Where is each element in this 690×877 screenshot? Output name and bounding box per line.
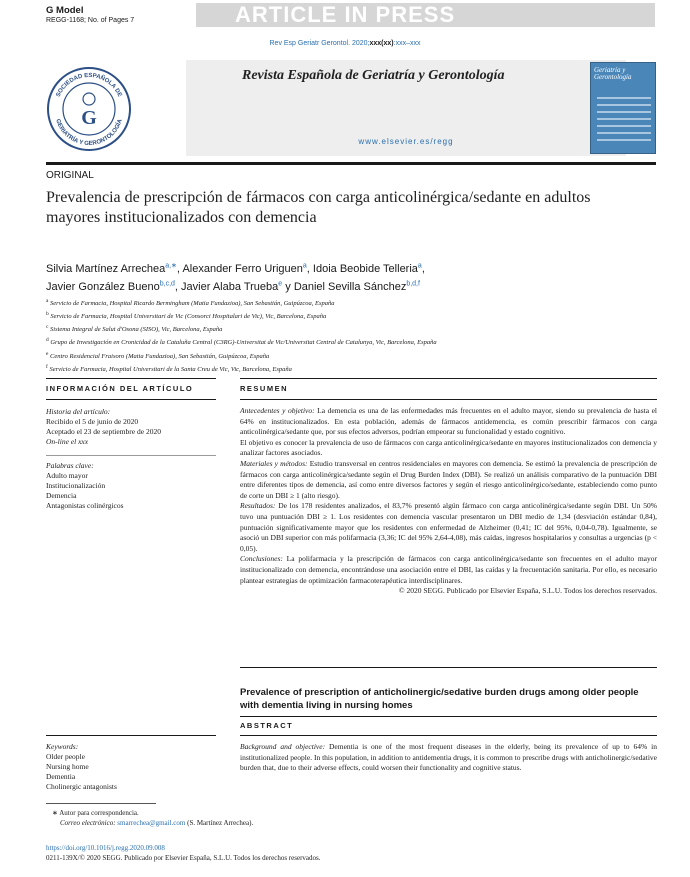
resumen-rule (240, 399, 657, 400)
resumen-bottom-rule (240, 667, 657, 668)
abstract-body (240, 742, 657, 774)
affiliation-link[interactable]: b,d,f (406, 280, 420, 288)
g-model-label: G Model (46, 5, 84, 16)
affiliations (46, 296, 646, 375)
journal-cover-image (590, 62, 656, 154)
article-history (46, 407, 216, 447)
abstract-rule (240, 735, 657, 736)
affiliation-item: $^c$ Sistema Integral de Salut d'Osona (SISO), Vic, Barcelona, España (46, 324, 223, 334)
info-divider (46, 455, 216, 456)
author: Idoia Beobide Telleria$^a$, (312, 262, 425, 275)
accepted-date: Aceptado el 23 de septiembre de 2020 (46, 427, 161, 436)
article-title: Prevalencia de prescripción de fármacos con carga anticolinérgica/sedante en adultos mayores institucionalizados con demencia (46, 189, 591, 226)
author: Javier González Bueno$^{b,c,d}$, (46, 280, 182, 294)
svg-text:GERIATRÍA Y GERONTOLOGÍA: GERIATRÍA Y GERONTOLOGÍA (54, 118, 124, 148)
affiliation-link[interactable]: e (278, 280, 283, 288)
info-heading: INFORMACIÓN DEL ARTÍCULO (46, 384, 194, 393)
keyword: Dementia (46, 772, 76, 781)
keyword: Antagonistas colinérgicos (46, 501, 124, 510)
footnote-rule (46, 803, 156, 804)
abstract-heading: ABSTRACT (240, 721, 294, 730)
info-rule (46, 399, 216, 400)
online-date: On-line el xxx (46, 437, 89, 446)
resumen-top-rule (240, 378, 657, 379)
journal-url-link[interactable]: www.elsevier.es/regg (358, 137, 454, 146)
keyword: Cholinergic antagonists (46, 782, 117, 791)
affiliation-link[interactable]: a,∗ (165, 262, 177, 269)
keywords-en-label: Keywords: (46, 742, 79, 751)
affiliation-link[interactable]: a (417, 262, 422, 269)
corresponding-line: ∗ Autor para correspondencia. (52, 809, 139, 817)
svg-text:G: G (81, 107, 97, 129)
affiliation-item: $^f$ Servicio de Farmacia, Hospital Universitari de la Santa Creu de Vic, Vic, Barcelona, España (46, 363, 292, 373)
author: Daniel Sevilla Sánchez$^{b,d,f}$ (293, 280, 420, 294)
resumen-objective: El objetivo es conocer la prevalencia de uso de fármacos con carga anticolinérgica/sedante en mayores institucionalizados con demencia y analizar factores asociados. (240, 437, 657, 458)
affiliation-item: $^d$ Grupo de Investigación en Cronicidad de la Cataluña Central (C3RG)-Universitat de Vic/Universitat Central de Catalunya, Vic, Barcelona, España (46, 337, 437, 347)
doi-link[interactable]: https://doi.org/10.1016/j.regg.2020.09.008 (46, 844, 165, 852)
author: Silvia Martínez Arrechea$^{a,∗}$, (46, 262, 183, 275)
keyword: Nursing home (46, 762, 89, 771)
resumen-methods: Materiales y métodos: Estudio transversal en centros residenciales en mayores con demencia. Se estimó la prevalencia de prescripción de fármacos con carga anticolinérgica/sedante según el Drug Burden Index (DBI). Se realizó un análisis comparativo de la puntuación DBI entre diferentes tipos de demencia, así como entre diversos factores y según el riesgo anticolinérgico/sedante, estableciendo como punto de corte un DBI ≥ 1 (alto riesgo). (240, 458, 657, 500)
resumen-copyright: © 2020 SEGG. Publicado por Elsevier España, S.L.U. Todos los derechos reservados. (398, 586, 657, 596)
citation-line: Rev Esp Geriatr Gerontol. 2020;xxx(xx):xxx–xxx (269, 40, 421, 47)
society-seal-logo (46, 66, 132, 152)
resumen-body (240, 406, 657, 597)
affiliation-link[interactable]: a (302, 262, 307, 269)
resumen-results: Resultados: De los 178 residentes analizados, el 83,7% presentó algún fármaco con carga anticolinérgica/sedante según DBI. Un 50% tuvo una puntuación DBI ≥ 1. Los residentes con demencia vascular presentaron un DBI medio de 1,34 (desviación estándar 0,84), puntuación significativamente mayor que los residentes con enfermedad de Alzheimer (0,41; IC del 95%, 0,04-0,78). Igualmente, se asoció un DBI superior con más polifarmacia (3,36; IC del 95% 2,64-4,08), más caídas, ingresos hospitalarios y consultas a urgencias (p < 0,05). (240, 501, 658, 553)
keyword: Demencia (46, 491, 77, 500)
journal-banner (186, 60, 626, 156)
english-title: Prevalence of prescription of anticholinergic/sedative burden drugs among older people with dementia living in nursing homes (240, 687, 639, 711)
keywords-en (46, 742, 216, 792)
cover-lines (597, 97, 651, 146)
journal-name: Revista Española de Geriatría y Gerontología (242, 68, 505, 83)
email-line: Correo electrónico: smarrechea@gmail.com (S. Martínez Arrechea). (60, 819, 254, 827)
email-link[interactable]: smarrechea@gmail.com (117, 819, 186, 827)
keyword: Older people (46, 752, 85, 761)
keywords-label: Palabras clave: (46, 461, 94, 470)
svg-text:SOCIEDAD ESPAÑOLA DE: SOCIEDAD ESPAÑOLA DE (55, 72, 123, 99)
info-top-rule (46, 378, 216, 379)
article-in-press-text: ARTICLE IN PRESS (235, 2, 456, 27)
keywords-en-rule (46, 735, 216, 736)
resumen-conclusions: Conclusiones: La polifarmacia y la prescripción de fármacos con carga anticolinérgica/sedante son frecuentes en el adulto mayor institucionalizado con demencia, encontrándose una asociación entre el DBI, las caídas y la frecuentación sanitaria. Por ello, es necesario plantear estrategias de optimización farmacoterapéutica interdisciplinares. (240, 554, 658, 585)
received-date: Recibido el 5 de junio de 2020 (46, 417, 139, 426)
issn-line: 0211-139X/© 2020 SEGG. Publicado por Elsevier España, S.L.U. Todos los derechos reservados. (46, 854, 321, 862)
cover-title: Geriatría y Gerontología (594, 66, 632, 82)
affiliation-item: $^b$ Servicio de Farmacia, Hospital Universitari de Vic (Consorci Hospitalari de Vic), Vic, Barcelona, España (46, 311, 327, 321)
affiliation-item: $^e$ Centro Residencial Fraisoro (Matia Fundazioa), San Sebastián, Guipúzcoa, España (46, 350, 270, 360)
header-rule (46, 162, 656, 165)
resumen-heading: RESUMEN (240, 384, 289, 393)
author-list (46, 258, 606, 295)
article-section-label: ORIGINAL (46, 170, 94, 181)
abstract-background: Background and objective: Dementia is one of the most frequent diseases in the elderly, being its prevalence of up to 64% in institutionalized people. In this population, in addition to antidementia drugs, it is common to prescribe drugs with anticholinergic/sedative burden that, due to their adverse effects, could worsen their functionality and cognitive status. (240, 742, 658, 773)
keyword: Institucionalización (46, 481, 106, 490)
resumen-background: Antecedentes y objetivo: La demencia es una de las enfermedades más frecuentes en el adulto mayor, siendo su prevalencia de hasta el 64% en institucionalizados. En esta población, además de fármacos antidemencia, es común prescribir fármacos con carga anticolinérgica/sedante que, por sus efectos adversos, podrían empeorar su funcionalidad y estado cognitivo. (240, 406, 657, 437)
keyword: Adulto mayor (46, 471, 88, 480)
history-label: Historia del artículo: (46, 407, 111, 416)
ref-line: REGG-1168; No. of Pages 7 (46, 17, 135, 24)
keywords-es (46, 461, 216, 511)
affiliation-link[interactable]: b,c,d (159, 280, 175, 288)
author: Javier Alaba Trueba$^e$ y (181, 280, 294, 294)
journal-header (46, 60, 656, 156)
author: Alexander Ferro Uriguen$^a$, (182, 262, 313, 275)
affiliation-item: $^a$ Servicio de Farmacia, Hospital Ricardo Bermingham (Matia Fundazioa), San Sebastián, Guipúzcoa, España (46, 298, 335, 308)
corresponding-footnote (46, 808, 446, 828)
abstract-top-rule (240, 716, 657, 717)
